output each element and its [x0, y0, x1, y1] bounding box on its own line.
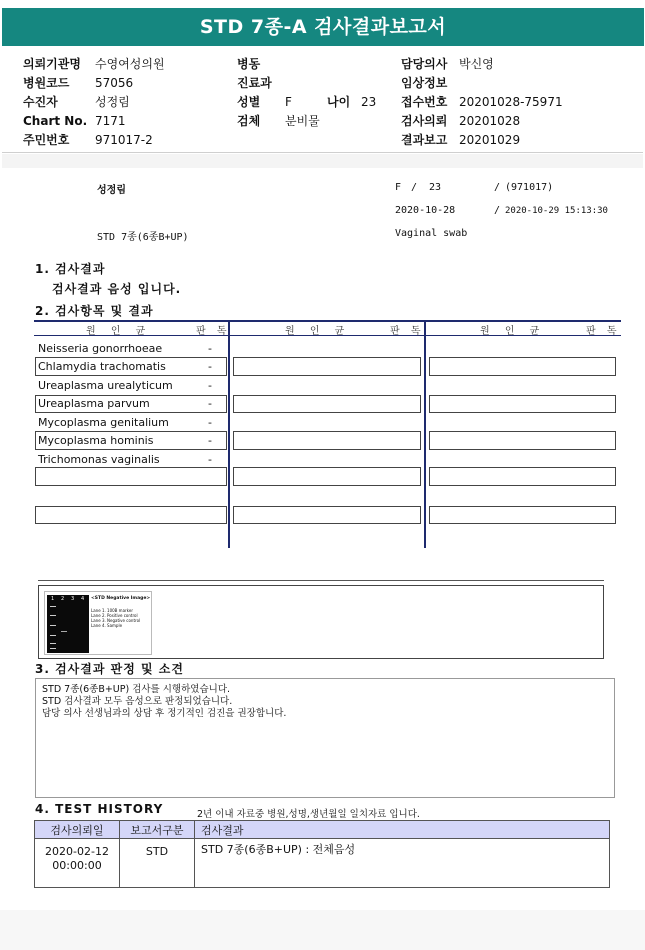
opinion-line: STD 7종(6종B+UP) 검사를 시행하였습니다.: [42, 684, 231, 695]
header-label-age: 나이: [327, 95, 351, 109]
col-header-organism: 원 인 균: [285, 326, 351, 337]
separator: /: [494, 182, 501, 193]
organism-result: -: [208, 434, 212, 447]
header-divider: [2, 152, 643, 153]
header-value-age: 23: [361, 95, 377, 109]
header-label-receipt-no: 접수번호: [401, 95, 448, 109]
header-label: 병원코드: [23, 76, 70, 90]
gel-image: [44, 591, 152, 655]
gel-lane-label: 3: [71, 596, 75, 602]
header-value-sex: F: [285, 95, 292, 109]
history-col-date: 검사의뢰일: [35, 821, 120, 839]
patient-sex: F: [395, 182, 402, 193]
header-label-department: 진료과: [237, 76, 272, 90]
result-row-box: [429, 395, 616, 413]
gel-band: [50, 625, 56, 626]
result-row-box: [233, 467, 421, 486]
page-bottom-margin: [0, 910, 645, 950]
header-value: 57056: [95, 76, 134, 90]
header-value-receipt-no: 20201028-75971: [459, 95, 563, 109]
history-date: 2020-02-12: [45, 845, 109, 858]
header-value-request-date: 20201028: [459, 114, 521, 128]
result-row-box: [233, 357, 421, 376]
result-row-box: [429, 357, 616, 376]
header-label-sex: 성별: [237, 95, 261, 109]
separator: /: [494, 205, 501, 216]
col-header-result: 판 독: [196, 326, 231, 337]
results-column-divider: [424, 320, 426, 548]
header-label-request-date: 검사의뢰: [401, 114, 448, 128]
organism-name: Trichomonas vaginalis: [38, 453, 160, 466]
header-value-doctor: 박신영: [459, 57, 494, 71]
results-column-divider: [228, 320, 230, 548]
history-time: 00:00:00: [52, 859, 102, 872]
result-row-box: [429, 506, 616, 524]
gel-band: [61, 631, 67, 632]
gel-lane-label: 4: [81, 596, 85, 602]
result-row-box: [429, 467, 616, 486]
gel-legend-item: Lane 3. Negative control: [91, 618, 141, 623]
opinion-line: 담당 의사 선생님과의 상담 후 정기적인 검진을 권장합니다.: [42, 708, 287, 719]
history-col-result: 검사결과: [195, 821, 610, 839]
patient-request-date: 2020-10-28: [395, 205, 456, 216]
result-row-box: [429, 431, 616, 450]
patient-test-name: STD 7종(6종B+UP): [97, 232, 189, 243]
header-label-doctor: 담당의사: [401, 57, 448, 71]
header-label: 의뢰기관명: [23, 57, 81, 71]
organism-name: Ureaplasma urealyticum: [38, 379, 173, 392]
history-cell-date: [35, 839, 120, 888]
col-header-organism: 원 인 균: [480, 326, 546, 337]
header-value: 7171: [95, 114, 126, 128]
header-label: 수진자: [23, 95, 58, 109]
history-header-row: [35, 821, 610, 839]
section-4-title: 4. TEST HISTORY: [35, 802, 164, 816]
organism-result: -: [208, 453, 212, 466]
header-value: 성정림: [95, 95, 130, 109]
header-shadow: [2, 154, 643, 168]
opinion-line: STD 검사결과 모두 음성으로 판정되었습니다.: [42, 696, 233, 707]
history-row: [35, 839, 610, 888]
gel-lane-label: 2: [61, 596, 65, 602]
patient-name: 성정림: [97, 185, 126, 196]
section-1-title: 1. 검사결과: [35, 262, 106, 276]
gel-top-rule: [38, 580, 604, 581]
result-row-box: [233, 431, 421, 450]
opinion-textbox: [35, 678, 615, 798]
result-row-box: [233, 395, 421, 413]
organism-result: -: [208, 416, 212, 429]
organism-name: Mycoplasma genitalium: [38, 416, 169, 429]
result-row-box: [35, 467, 227, 486]
header-value-specimen: 분비물: [285, 114, 320, 128]
gel-legend-item: Lane 2. Positive control: [91, 613, 138, 618]
section-3-title: 3. 검사결과 판정 및 소견: [35, 662, 184, 676]
gel-lane-label: 1: [51, 596, 55, 602]
header-label: Chart No.: [23, 114, 88, 128]
header-label-clinical-info: 임상정보: [401, 76, 448, 90]
gel-legend-item: Lane 4. Sample: [91, 623, 123, 628]
gel-band: [50, 606, 56, 607]
header-label-specimen: 검체: [237, 114, 261, 128]
col-header-result: 판 독: [390, 326, 425, 337]
header-value: 수영여성의원: [95, 57, 165, 71]
gel-band: [50, 635, 56, 636]
result-row-box: [233, 506, 421, 524]
gel-band: [50, 615, 56, 616]
result-row-box: [35, 506, 227, 524]
patient-report-datetime: 2020-10-29 15:13:30: [505, 206, 608, 216]
header-label-ward: 병동: [237, 57, 261, 71]
organism-result: -: [208, 397, 212, 410]
report-title: STD 7종-A 검사결과보고서: [2, 8, 644, 46]
patient-birth: (971017): [505, 182, 554, 193]
organism-name: Mycoplasma hominis: [38, 434, 154, 447]
organism-name: Chlamydia trachomatis: [38, 360, 166, 373]
history-cell-type: STD: [120, 839, 195, 888]
col-header-organism: 원 인 균: [86, 326, 152, 337]
header-label: 주민번호: [23, 133, 70, 147]
report-header: [23, 55, 643, 151]
gel-band: [50, 648, 56, 649]
organism-result: -: [208, 360, 212, 373]
overall-result: 검사결과 음성 입니다.: [52, 282, 182, 296]
history-note: 2년 이내 자료중 병원,성명,생년월일 일치자료 입니다.: [197, 809, 420, 820]
gel-band: [50, 643, 56, 644]
gel-legend-item: Lane 1. 100B marker: [91, 608, 133, 613]
header-label-report-date: 결과보고: [401, 133, 448, 147]
history-cell-result: STD 7종(6종B+UP) : 전체음성: [195, 839, 610, 888]
patient-age: 23: [429, 182, 442, 193]
header-value: 971017-2: [95, 133, 153, 147]
separator: /: [411, 182, 418, 193]
organism-result: -: [208, 379, 212, 392]
history-table: [34, 820, 610, 888]
gel-heading: <STD Negative Image>: [91, 596, 151, 601]
history-col-type: 보고서구분: [120, 821, 195, 839]
organism-result: -: [208, 342, 212, 355]
patient-specimen: Vaginal swab: [395, 228, 468, 239]
col-header-result: 판 독: [586, 326, 621, 337]
header-value-report-date: 20201029: [459, 133, 521, 147]
organism-name: Neisseria gonorrhoeae: [38, 342, 163, 355]
section-2-title: 2. 검사항목 및 결과: [35, 304, 154, 318]
organism-name: Ureaplasma parvum: [38, 397, 150, 410]
gel-electrophoresis-picture: [47, 595, 89, 653]
